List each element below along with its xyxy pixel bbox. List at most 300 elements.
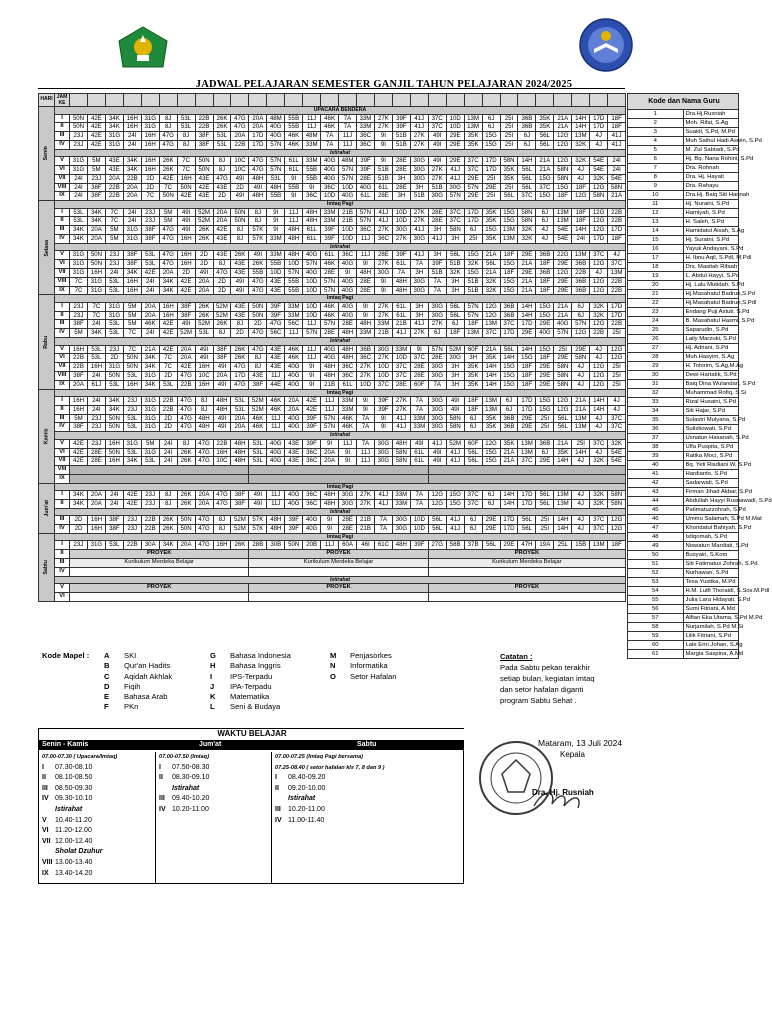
teacher-row — [628, 389, 739, 398]
schedule-cell: 57N — [464, 311, 482, 320]
schedule-cell: 22B — [123, 541, 141, 550]
schedule-cell: 2D — [249, 320, 267, 329]
schedule-cell: 48H — [231, 439, 249, 448]
schedule-cell: 30G — [374, 457, 392, 466]
schedule-cell: 46K — [321, 114, 339, 123]
empty-cell — [249, 466, 428, 475]
schedule-cell: 12G — [554, 132, 572, 141]
lesson-time: 13.40-14.20 — [55, 869, 93, 877]
schedule-cell: 5M — [141, 439, 159, 448]
schedule-cell: 29E — [536, 380, 554, 389]
legend-item — [104, 661, 172, 671]
schedule-cell: 42E — [177, 277, 195, 286]
teacher-name: Patimatuzzohrah, S.Pd — [683, 506, 739, 515]
period-number: IV — [55, 525, 70, 534]
schedule-cell: 3H — [446, 286, 464, 295]
schedule-cell: 26K — [231, 345, 249, 354]
schedule-cell: 35K — [536, 114, 554, 123]
note-line: dan setor hafalan diganti — [500, 685, 584, 694]
schedule-cell: 12G — [590, 260, 608, 269]
schedule-cell: 4J — [572, 174, 590, 183]
schedule-cell: 25I — [572, 439, 590, 448]
schedule-cell: 31G — [141, 114, 159, 123]
period-row — [39, 550, 626, 559]
schedule-cell: 9I — [339, 268, 357, 277]
teacher-row — [628, 380, 739, 389]
schedule-cell: 18F — [536, 354, 554, 363]
schedule-cell: 6J — [464, 226, 482, 235]
schedule-cell: 56L — [500, 192, 518, 201]
schedule-cell: 39F — [303, 414, 321, 423]
teacher-name: Khoridatul Bahiyah, S.Pd — [683, 524, 739, 533]
legend-item — [104, 702, 172, 712]
period-number: VIII — [55, 466, 70, 475]
schedule-cell: 35K — [554, 448, 572, 457]
schedule-cell: 35K — [482, 217, 500, 226]
schedule-cell: 7A — [428, 277, 446, 286]
period-row — [39, 567, 626, 576]
break-row — [39, 508, 626, 516]
teacher-name: Sulistiowati, S.Pd — [683, 425, 739, 434]
schedule-cell: 34K — [123, 268, 141, 277]
schedule-cell: 27K — [428, 174, 446, 183]
schedule-cell: 53L — [213, 140, 231, 149]
schedule-cell: 20A — [177, 354, 195, 363]
schedule-cell: 14H — [572, 114, 590, 123]
schedule-cell: 21A — [518, 260, 536, 269]
schedule-cell: 39F — [428, 260, 446, 269]
teacher-row — [628, 146, 739, 155]
schedule-cell: 31G — [141, 397, 159, 406]
schedule-cell: 30G — [410, 235, 428, 244]
lesson-time-row — [42, 869, 155, 880]
teacher-row — [628, 605, 739, 614]
schedule-cell: 12G — [590, 183, 608, 192]
schedule-cell: 61C — [374, 541, 392, 550]
schedule-cell: 7C — [159, 354, 177, 363]
schedule-cell: 6J — [464, 423, 482, 432]
schedule-cell: 15G — [446, 491, 464, 500]
schedule-cell: 30G — [410, 165, 428, 174]
header-class-cell — [410, 94, 428, 107]
schedule-cell: 40G — [339, 277, 357, 286]
schedule-cell: 6J — [446, 320, 464, 329]
empty-cell — [428, 466, 625, 475]
schedule-cell: 53L — [267, 174, 285, 183]
legend-code: G — [210, 651, 216, 660]
schedule-cell: 6J — [572, 302, 590, 311]
schedule-cell: 41J — [608, 140, 626, 149]
teacher-code: 59 — [628, 632, 684, 641]
schedule-cell: 49I — [249, 183, 267, 192]
schedule-cell: 18F — [608, 123, 626, 132]
schedule-cell: 7A — [410, 491, 428, 500]
schedule-cell: 52M — [249, 405, 267, 414]
schedule-cell: 53L — [105, 380, 123, 389]
header-jam-ke: JAM KE — [55, 94, 70, 107]
schedule-cell: 58N — [572, 354, 590, 363]
schedule-cell: 11J — [339, 132, 357, 141]
band-label: UPACARA BENDERA — [55, 107, 626, 115]
teacher-row — [628, 416, 739, 425]
band-label: Imtaq Pagi — [55, 533, 626, 541]
schedule-cell: 38F — [195, 140, 213, 149]
schedule-cell: 56L — [536, 491, 554, 500]
schedule-cell: 26K — [159, 516, 177, 525]
schedule-cell: 13M — [572, 251, 590, 260]
schedule-cell: 33M — [357, 123, 375, 132]
proyek-cell: PROYEK — [428, 550, 625, 559]
lesson-time-col-jumat — [155, 752, 271, 883]
legend-subject: IPA-Terpadu — [230, 681, 272, 691]
schedule-cell: 13M — [554, 491, 572, 500]
schedule-cell: 30G — [428, 371, 446, 380]
schedule-cell: 40G — [267, 448, 285, 457]
period-row — [39, 414, 626, 423]
schedule-cell: 7C — [159, 183, 177, 192]
schedule-cell: 55B — [285, 286, 303, 295]
schedule-cell: 57N — [267, 140, 285, 149]
schedule-cell: 20A — [285, 397, 303, 406]
teacher-name: Sulastri Mulyana, S.Pd — [683, 416, 739, 425]
kemenag-logo — [117, 25, 169, 69]
schedule-cell: 53L — [123, 423, 141, 432]
schedule-cell: 26K — [159, 525, 177, 534]
schedule-cell: 5M — [123, 311, 141, 320]
schedule-cell: 41J — [446, 448, 464, 457]
sub-cell: Kurikulum Merdeka Belajar — [70, 558, 249, 567]
schedule-cell: 8J — [213, 165, 231, 174]
legend-code: L — [210, 702, 215, 712]
schedule-cell: 10C — [195, 371, 213, 380]
schedule-cell: 26K — [159, 165, 177, 174]
schedule-cell: 32K — [590, 491, 608, 500]
schedule-cell: 15G — [536, 405, 554, 414]
schedule-cell: 34K — [70, 235, 88, 244]
lesson-period: VII — [42, 837, 51, 845]
schedule-cell: 3H — [446, 235, 464, 244]
teacher-name: Busyairi, S.Kom — [683, 551, 739, 560]
teacher-name: Dewi Hartatik, S.Pd — [683, 371, 739, 380]
schedule-cell: 25I — [500, 132, 518, 141]
schedule-cell: 34K — [70, 226, 88, 235]
schedule-cell: 21A — [482, 251, 500, 260]
break-row — [39, 149, 626, 157]
lesson-time-row — [159, 794, 271, 805]
lesson-period: III — [275, 805, 281, 813]
schedule-cell: 42E — [123, 491, 141, 500]
schedule-cell: 7A — [428, 380, 446, 389]
schedule-cell: 22B — [141, 516, 159, 525]
teacher-row — [628, 272, 739, 281]
schedule-cell: 20A — [105, 174, 123, 183]
schedule-cell: 13M — [482, 397, 500, 406]
teacher-name: Drs. Masitah Rifaah — [683, 263, 739, 272]
lesson-time: 08.10-08.50 — [55, 774, 93, 782]
schedule-cell: 39F — [357, 165, 375, 174]
schedule-cell: 29E — [536, 320, 554, 329]
teacher-table-title: Kode dan Nama Guru — [628, 94, 739, 110]
schedule-cell: 27K — [410, 329, 428, 338]
schedule-cell: 41J — [410, 320, 428, 329]
schedule-cell: 46K — [267, 405, 285, 414]
note-line: Pada Sabtu pekan terakhir — [500, 663, 590, 672]
schedule-cell: 48H — [249, 192, 267, 201]
schedule-cell: 30G — [392, 525, 410, 534]
day-name: Jum'at — [44, 500, 51, 517]
period-number: II — [55, 311, 70, 320]
schedule-cell: 21A — [554, 311, 572, 320]
period-row — [39, 260, 626, 269]
schedule-cell: 47G — [195, 448, 213, 457]
schedule-cell: 15G — [482, 226, 500, 235]
schedule-cell: 3H — [410, 302, 428, 311]
lesson-time-row — [42, 805, 155, 816]
schedule-cell: 58N — [392, 457, 410, 466]
schedule-cell: 26K — [249, 260, 267, 269]
schedule-cell: 21A — [572, 405, 590, 414]
schedule-cell: 42E — [87, 123, 105, 132]
band-row — [39, 389, 626, 397]
lesson-time-row — [275, 763, 463, 774]
schedule-cell: 9I — [374, 157, 392, 166]
schedule-cell: 15G — [536, 397, 554, 406]
schedule-cell: 24I — [70, 183, 88, 192]
teacher-row — [628, 173, 739, 182]
schedule-cell: 57N — [285, 268, 303, 277]
schedule-cell: 18F — [608, 541, 626, 550]
schedule-cell: 53L — [213, 132, 231, 141]
schedule-cell: 57N — [357, 208, 375, 217]
schedule-cell: 8J — [249, 354, 267, 363]
schedule-cell: 9I — [339, 448, 357, 457]
schedule-cell: 33M — [357, 114, 375, 123]
schedule-cell: 22G — [554, 251, 572, 260]
schedule-cell: 19A — [536, 541, 554, 550]
period-number: III — [55, 132, 70, 141]
schedule-cell: 35K — [464, 132, 482, 141]
schedule-cell: 43E — [213, 183, 231, 192]
schedule-cell: 11J — [303, 345, 321, 354]
schedule-cell: 15G — [536, 192, 554, 201]
schedule-cell: 4J — [572, 165, 590, 174]
schedule-cell: 23J — [105, 345, 123, 354]
schedule-cell: 40G — [285, 363, 303, 372]
schedule-cell: 57N — [339, 165, 357, 174]
schedule-cell: 5M — [105, 226, 123, 235]
schedule-cell: 23J — [70, 541, 88, 550]
schedule-cell: 7A — [357, 439, 375, 448]
schedule-cell: 57N — [321, 414, 339, 423]
schedule-cell: 46I — [357, 541, 375, 550]
schedule-cell: 35K — [482, 208, 500, 217]
schedule-cell: 10D — [285, 260, 303, 269]
schedule-cell: 61L — [339, 380, 357, 389]
schedule-cell: 23J — [141, 217, 159, 226]
schedule-cell: 50N — [70, 114, 88, 123]
schedule-cell: 57N — [321, 423, 339, 432]
schedule-cell: 48H — [392, 541, 410, 550]
schedule-cell: 49I — [249, 499, 267, 508]
schedule-cell: 20A — [321, 457, 339, 466]
schedule-cell: 58N — [554, 371, 572, 380]
schedule-cell: 21A — [482, 345, 500, 354]
schedule-cell: 3H — [410, 268, 428, 277]
schedule-cell: 11J — [303, 123, 321, 132]
schedule-cell: 61L — [410, 457, 428, 466]
schedule-cell: 41J — [374, 217, 392, 226]
schedule-cell: 8J — [249, 208, 267, 217]
teacher-name: Abdullah Hayyi Rusnawadi, S.Pd — [683, 497, 739, 506]
period-row — [39, 157, 626, 166]
schedule-cell: 41J — [446, 516, 464, 525]
teacher-code: 5 — [628, 146, 684, 155]
schedule-cell: 48M — [339, 157, 357, 166]
schedule-cell: 7A — [392, 268, 410, 277]
schedule-cell: 43E — [231, 311, 249, 320]
schedule-cell: 25I — [500, 183, 518, 192]
schedule-cell: 50N — [249, 311, 267, 320]
schedule-cell: 43E — [267, 354, 285, 363]
schedule-cell: 23J — [123, 525, 141, 534]
break-row — [39, 243, 626, 251]
teacher-row — [628, 569, 739, 578]
schedule-cell: 3H — [410, 311, 428, 320]
schedule-cell: 16H — [141, 132, 159, 141]
schedule-cell: 23J — [87, 414, 105, 423]
schedule-cell: 8J — [159, 491, 177, 500]
note-title: Catatan : — [500, 652, 533, 661]
teacher-row — [628, 578, 739, 587]
schedule-cell: 5M — [87, 165, 105, 174]
lesson-period: II — [275, 784, 279, 792]
lesson-time: 08.30-09.10 — [172, 774, 210, 782]
schedule-cell: 43E — [231, 260, 249, 269]
schedule-cell: 53L — [159, 380, 177, 389]
schedule-cell: 58N — [590, 192, 608, 201]
schedule-cell: 29E — [446, 157, 464, 166]
lesson-time: 10.20-11.00 — [288, 805, 325, 813]
schedule-cell: 30G — [428, 311, 446, 320]
teacher-name: Hj. Lalu Mutidah, S.Pd — [683, 281, 739, 290]
schedule-cell: 32K — [590, 174, 608, 183]
schedule-cell: 53L — [105, 541, 123, 550]
schedule-cell: 29E — [482, 525, 500, 534]
schedule-cell: 12G — [554, 157, 572, 166]
schedule-cell: 16H — [105, 439, 123, 448]
period-number: II — [55, 550, 70, 559]
schedule-cell: 46K — [285, 132, 303, 141]
schedule-cell: 8J — [249, 217, 267, 226]
schedule-cell: 22B — [231, 140, 249, 149]
schedule-cell: 31G — [141, 414, 159, 423]
schedule-cell: 53L — [141, 457, 159, 466]
teacher-row — [628, 191, 739, 200]
schedule-cell: 27K — [410, 208, 428, 217]
schedule-cell: 21A — [554, 123, 572, 132]
teacher-name: Hamiyah, S.Pd — [683, 209, 739, 218]
schedule-cell: 16H — [141, 165, 159, 174]
schedule-cell: 38F — [70, 320, 88, 329]
schedule-cell: 50N — [231, 217, 249, 226]
schedule-cell: 20A — [249, 123, 267, 132]
schedule-cell: 12G — [590, 286, 608, 295]
legend-subject: Seni & Budaya — [230, 702, 281, 712]
schedule-cell: 27K — [392, 397, 410, 406]
schedule-cell: 2D — [159, 371, 177, 380]
schedule-cell: 49I — [249, 491, 267, 500]
schedule-cell: 30G — [339, 499, 357, 508]
schedule-cell: 24I — [123, 140, 141, 149]
schedule-cell: 14H — [500, 491, 518, 500]
schedule-cell: 42E — [177, 286, 195, 295]
schedule-cell: 30G — [428, 302, 446, 311]
schedule-cell: 53L — [105, 277, 123, 286]
schedule-cell: 10D — [446, 114, 464, 123]
schedule-cell: 34K — [141, 363, 159, 372]
schedule-cell: 5M — [70, 329, 88, 338]
schedule-cell: 56L — [482, 541, 500, 550]
schedule-cell: 22B — [123, 174, 141, 183]
schedule-cell: 29E — [536, 371, 554, 380]
schedule-cell: 27K — [374, 311, 392, 320]
schedule-cell: 30G — [392, 516, 410, 525]
lesson-time-note: 07.00-07.50 (Imtaq) — [159, 754, 210, 760]
schedule-cell: 25I — [500, 123, 518, 132]
schedule-cell: 49I — [213, 423, 231, 432]
schedule-cell: 55B — [285, 114, 303, 123]
schedule-cell: 20A — [285, 405, 303, 414]
schedule-cell: 12G — [428, 491, 446, 500]
teacher-code: 37 — [628, 434, 684, 443]
schedule-cell: 20A — [213, 371, 231, 380]
schedule-cell: 41J — [392, 329, 410, 338]
schedule-cell: 25I — [536, 516, 554, 525]
schedule-cell: 7A — [410, 260, 428, 269]
schedule-cell: 22B — [70, 363, 88, 372]
schedule-cell: 9I — [321, 439, 339, 448]
schedule-cell: 16H — [177, 174, 195, 183]
schedule-cell: 28E — [428, 217, 446, 226]
blank-cell — [70, 592, 249, 601]
schedule-cell: 35K — [482, 423, 500, 432]
teacher-name: Moh. Rifai, S.Ag — [683, 119, 739, 128]
schedule-cell: 54E — [554, 226, 572, 235]
schedule-cell: 42E — [70, 439, 88, 448]
schedule-cell: 5M — [123, 320, 141, 329]
period-number: VII — [55, 363, 70, 372]
teacher-name: H. Ibnu Aqil, S.Pdl, M.Pdl — [683, 254, 739, 263]
schedule-cell: 33M — [339, 405, 357, 414]
schedule-cell: 36B — [518, 123, 536, 132]
sub-cell: Kurikulum Merdeka Belajar — [249, 558, 428, 567]
schedule-cell: 41J — [410, 226, 428, 235]
schedule-cell: 12G — [482, 311, 500, 320]
schedule-cell: 46K — [141, 320, 159, 329]
lesson-time-label: Istirahat — [288, 795, 316, 803]
schedule-cell: 15G — [500, 363, 518, 372]
schedule-cell: 4J — [572, 516, 590, 525]
schedule-cell: 51B — [464, 286, 482, 295]
schedule-cell: 58N — [608, 491, 626, 500]
schedule-cell: 23J — [70, 302, 88, 311]
schedule-cell: 16H — [141, 140, 159, 149]
schedule-cell: 58N — [608, 499, 626, 508]
schedule-table — [38, 93, 626, 602]
schedule-cell: 22B — [213, 439, 231, 448]
schedule-cell: 29E — [518, 268, 536, 277]
schedule-cell: 27K — [428, 320, 446, 329]
